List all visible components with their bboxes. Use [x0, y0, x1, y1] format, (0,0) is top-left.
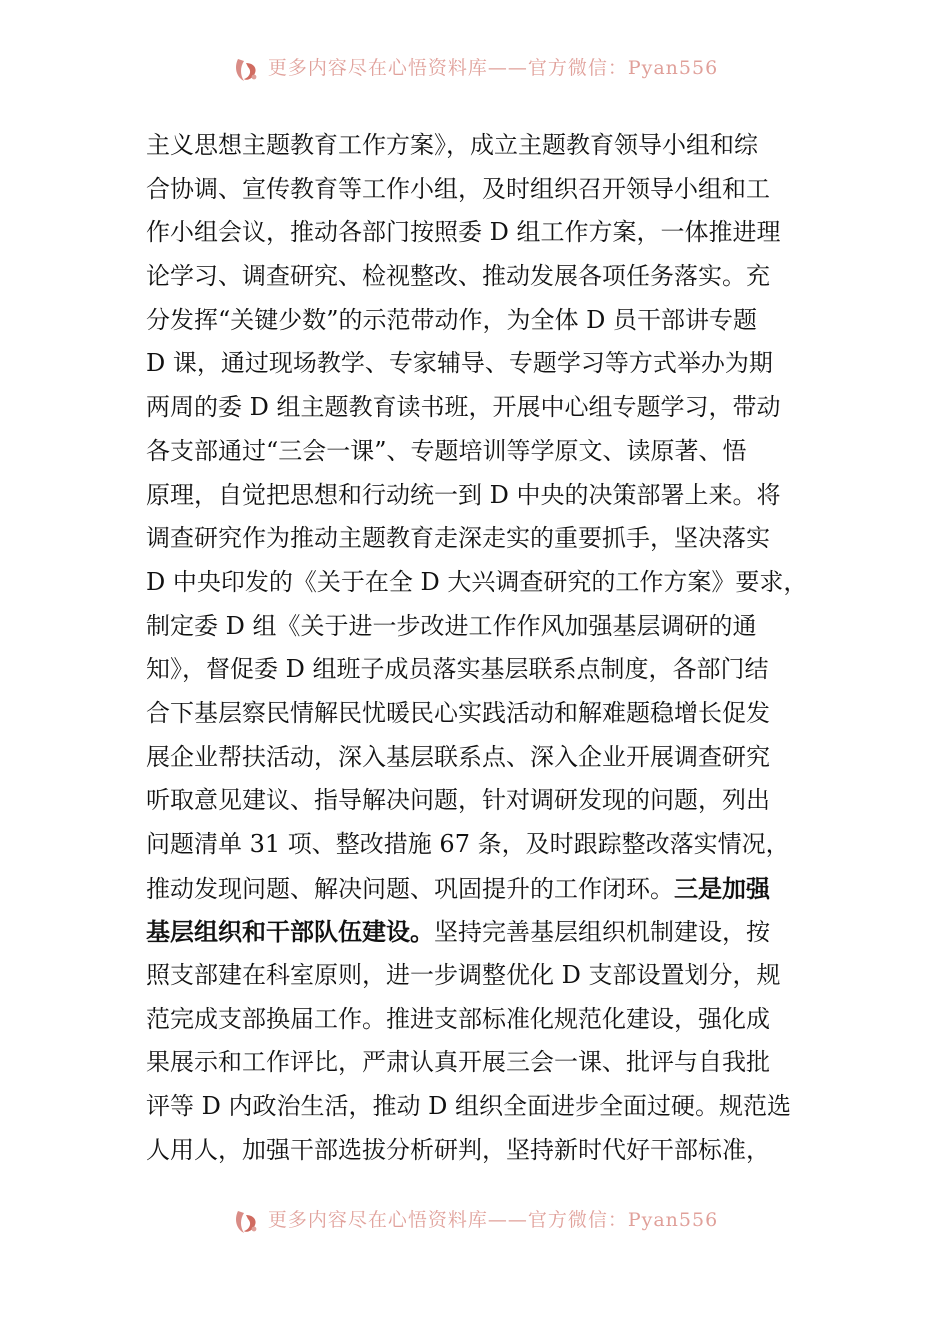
- footer-watermark-text: 更多内容尽在心悟资料库——官方微信：Pyan556: [267, 1208, 719, 1231]
- body-line: 论学习、调查研究、检视整改、推动发展各项任务落实。充: [146, 262, 770, 291]
- body-line: D 课，通过现场教学、专家辅导、专题学习等方式举办为期: [146, 349, 773, 378]
- logo-icon: [232, 1207, 262, 1237]
- body-line-text: 坚持完善基层组织机制建设，按: [434, 918, 770, 947]
- body-line: 调查研究作为推动主题教育走深走实的重要抓手，坚决落实: [146, 524, 770, 553]
- header-watermark: [0, 50, 950, 90]
- document-body: [146, 124, 811, 1173]
- body-line: 分发挥“关键少数”的示范带动作，为全体 D 员干部讲专题: [146, 305, 758, 334]
- body-line: 作小组会议，推动各部门按照委 D 组工作方案，一体推进理: [146, 218, 781, 247]
- body-line: 各支部通过“三会一课”、专题培训等学原文、读原著、悟: [146, 436, 747, 465]
- body-line: 听取意见建议、指导解决问题，针对调研发现的问题，列出: [146, 786, 770, 815]
- body-line: 合下基层察民情解民忧暖民心实践活动和解难题稳增长促发: [146, 698, 770, 727]
- body-line: D 中央印发的《关于在全 D 大兴调查研究的工作方案》要求，: [146, 567, 808, 596]
- header-watermark-text: 更多内容尽在心悟资料库——官方微信：Pyan556: [267, 56, 719, 79]
- body-line: 两周的委 D 组主题教育读书班，开展中心组专题学习，带动: [146, 393, 781, 422]
- body-line: 展企业帮扶活动，深入基层联系点、深入企业开展调查研究: [146, 742, 770, 771]
- body-line: 人用人，加强干部选拔分析研判，坚持新时代好干部标准，: [146, 1135, 770, 1164]
- body-line-text: 推动发现问题、解决问题、巩固提升的工作闭环。: [146, 874, 674, 903]
- body-line: 评等 D 内政治生活，推动 D 组织全面进步全面过硬。规范选: [146, 1092, 791, 1121]
- body-line-mixed: [146, 867, 811, 911]
- logo-icon: [232, 55, 262, 85]
- body-line: 果展示和工作评比，严肃认真开展三会一课、批评与自我批: [146, 1048, 770, 1077]
- section-heading-start: 三是加强: [674, 873, 770, 903]
- body-line-mixed: [146, 910, 811, 954]
- footer-watermark: [0, 1202, 950, 1242]
- body-line: 合协调、宣传教育等工作小组，及时组织召开领导小组和工: [146, 174, 770, 203]
- body-line: 原理，自觉把思想和行动统一到 D 中央的决策部署上来。将: [146, 480, 781, 509]
- section-heading-end: 基层组织和干部队伍建设。: [146, 917, 434, 947]
- body-line: 范完成支部换届工作。推进支部标准化规范化建设，强化成: [146, 1004, 770, 1033]
- body-line: 知》，督促委 D 组班子成员落实基层联系点制度，各部门结: [146, 655, 769, 684]
- body-line: 照支部建在科室原则，进一步调整优化 D 支部设置划分，规: [146, 961, 781, 990]
- body-line: 问题清单 31 项、整改措施 67 条，及时跟踪整改落实情况，: [146, 830, 790, 858]
- body-line: 主义思想主题教育工作方案》，成立主题教育领导小组和综: [146, 131, 758, 159]
- body-line: 制定委 D 组《关于进一步改进工作作风加强基层调研的通: [146, 611, 757, 640]
